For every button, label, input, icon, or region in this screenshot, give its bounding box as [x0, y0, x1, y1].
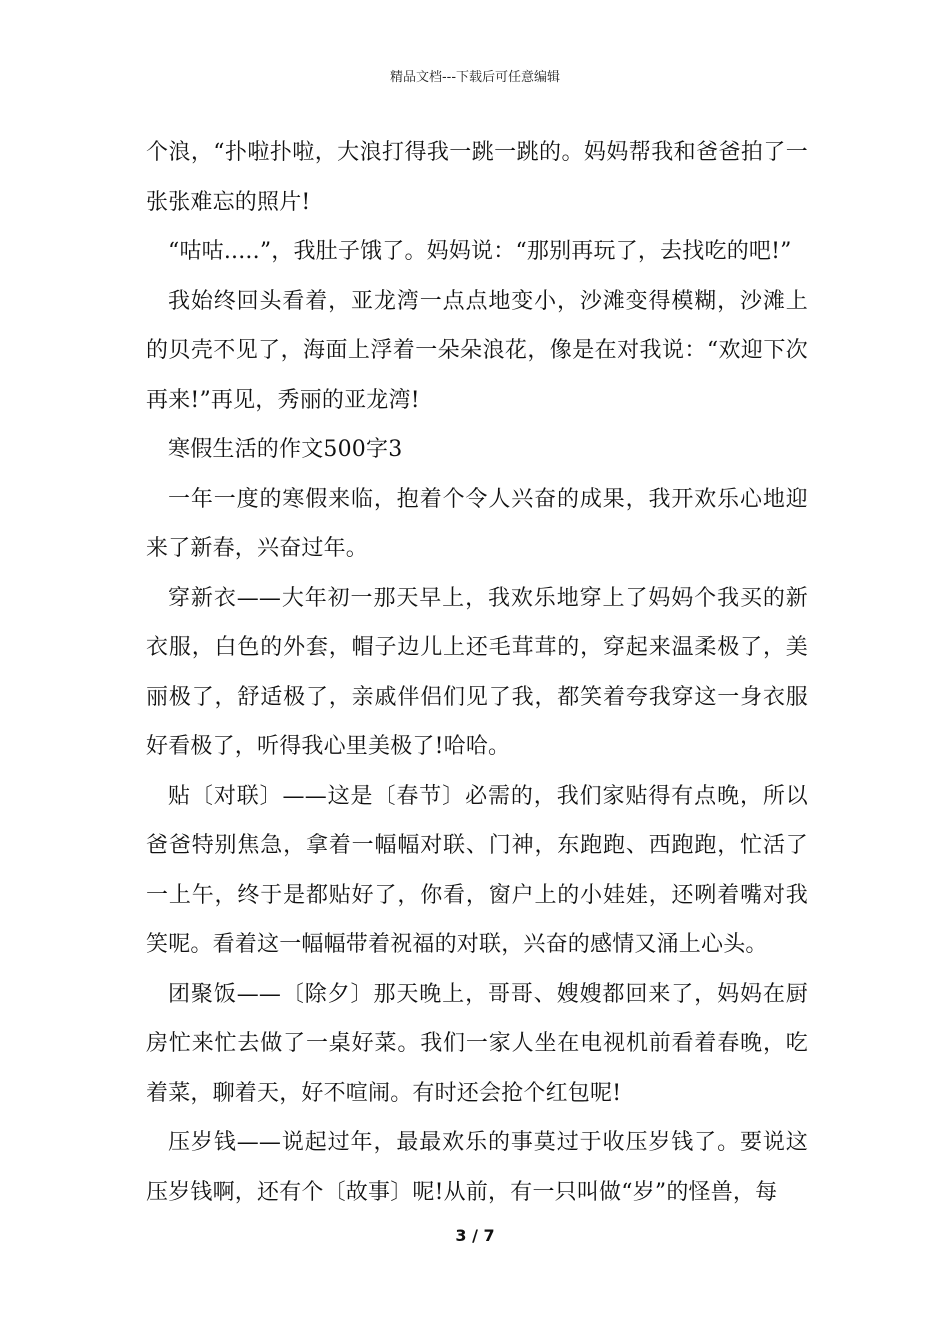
paragraph-couplets: 贴〔对联〕——这是〔春节〕必需的，我们家贴得有点晚，所以爸爸特别焦急，拿着一幅幅对联、门神，东跑跑、西跑跑，忙活了一上午，终于是都贴好了，你看，窗户上的小娃娃，还咧着嘴对我笑呢。看着这一幅幅带着祝福的对联，兴奋的感情又涌上心头。: [146, 783, 808, 957]
paragraph-new-clothes: 穿新衣——大年初一那天早上，我欢乐地穿上了妈妈个我买的新衣服，白色的外套，帽子边儿上还毛茸茸的，穿起来温柔极了，美丽极了，舒适极了，亲戚伴侣们见了我，都笑着夸我穿这一身衣服好看极了，听得我心里美极了!哈哈。: [146, 585, 808, 759]
paragraph-continuation: 个浪，“扑啦扑啦，大浪打得我一跳一跳的。妈妈帮我和爸爸拍了一张张难忘的照片!: [146, 140, 808, 215]
page-header: 精品文档---下载后可任意编辑: [389, 70, 561, 85]
section-title: 寒假生活的作文500字3: [168, 437, 403, 462]
document-body: [146, 128, 808, 1217]
paragraph-dialogue: “咕咕.....”，我肚子饿了。妈妈说：“那别再玩了，去找吃的吧!”: [168, 239, 792, 264]
paragraph-intro: 一年一度的寒假来临，抱着个令人兴奋的成果，我开欢乐心地迎来了新春，兴奋过年。: [146, 486, 808, 561]
page-number: 3 / 7: [455, 1226, 495, 1245]
paragraph-lucky-money: 压岁钱——说起过年，最最欢乐的事莫过于收压岁钱了。要说这压岁钱啊，还有个〔故事〕呢!从前，有一只叫做“岁”的怪兽，每: [146, 1130, 808, 1205]
paragraph-farewell: 我始终回头看着，亚龙湾一点点地变小，沙滩变得模糊，沙滩上的贝壳不见了，海面上浮着一朵朵浪花，像是在对我说：“欢迎下次再来!”再见，秀丽的亚龙湾!: [146, 288, 808, 413]
paragraph-reunion-dinner: 团聚饭——〔除夕〕那天晚上，哥哥、嫂嫂都回来了，妈妈在厨房忙来忙去做了一桌好菜。我们一家人坐在电视机前看着春晚，吃着菜，聊着天，好不喧闹。有时还会抢个红包呢!: [146, 981, 808, 1106]
